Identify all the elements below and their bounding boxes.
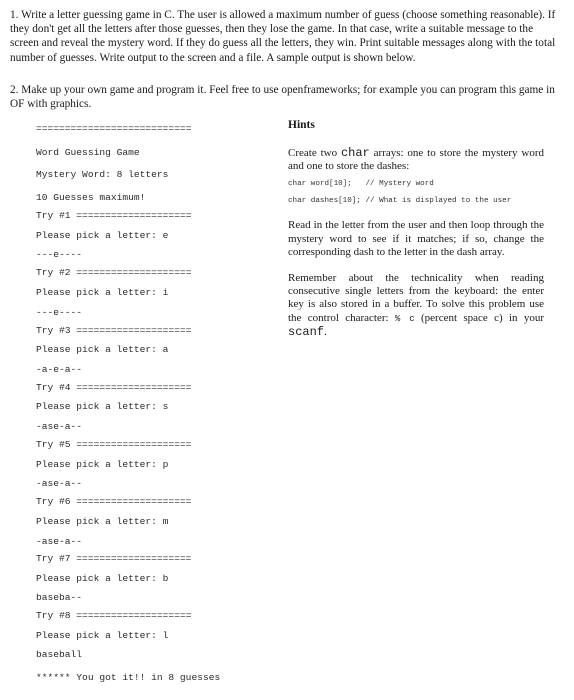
output-try-line: Try #7 ====================	[36, 553, 192, 564]
output-game-title: Word Guessing Game	[36, 147, 140, 158]
output-prompt-line: Please pick a letter: a	[36, 344, 169, 355]
output-word-state: -ase-a--	[36, 536, 83, 547]
output-try-line: Try #5 ====================	[36, 439, 192, 450]
output-try-line: Try #4 ====================	[36, 382, 192, 393]
output-prompt-line: Please pick a letter: b	[36, 573, 169, 584]
inline-code: scanf	[288, 324, 325, 339]
output-try-line: Try #1 ====================	[36, 210, 192, 221]
question-1: 1. Write a letter guessing game in C. The user is allowed a maximum number of guess (choose something reasonable). If they don't get all the letters after those guesses, then they lose the game. In that case, write a suitable message to the screen and reveal the mystery word. If they do guess all the letters, they win. Print suitable messages along with the total number of guesses. Write output to the screen and a file. A sample output is shown below.	[10, 9, 556, 64]
output-try-line: Try #6 ====================	[36, 496, 192, 507]
code-line-dashes: char dashes[10]; // What is displayed to the user	[288, 197, 512, 206]
output-word-state: ---e----	[36, 307, 83, 318]
output-prompt-line: Please pick a letter: l	[36, 630, 169, 641]
output-word-info: Mystery Word: 8 letters	[36, 169, 169, 180]
output-word-state: ---e----	[36, 249, 83, 260]
hint-arrays: Create two char arrays: one to store the mystery word and one to store the dashes:	[288, 146, 545, 173]
hint-scanf: Remember about the technicality when reading consecutive single letters from the keyboard: the enter key is also stored in a buffer. To solve this problem use the control character: % c (percent space c) in your scanf.	[288, 272, 544, 339]
output-separator: ===========================	[36, 123, 192, 134]
inline-code: char	[340, 146, 370, 160]
question-2: 2. Make up your own game and program it. Feel free to use openframeworks; for example you can program this game in OF with graphics.	[10, 84, 555, 111]
hints-panel	[288, 119, 544, 339]
output-word-state: -a-e-a--	[36, 364, 83, 375]
output-word-state: -ase-a--	[36, 421, 83, 432]
output-prompt-line: Please pick a letter: i	[36, 287, 169, 298]
output-try-line: Try #2 ====================	[36, 267, 192, 278]
hint-loop: Read in the letter from the user and then loop through the mystery word to see if it matches; if so, change the corresponding dash to the letter in the dash array.	[288, 219, 544, 258]
code-line-word: char word[10]; // Mystery word	[288, 180, 434, 189]
output-word-state: baseball	[36, 649, 83, 660]
output-try-line: Try #8 ====================	[36, 610, 192, 621]
output-try-line: Try #3 ====================	[36, 325, 192, 336]
hints-title: Hints	[288, 119, 315, 131]
output-win-message: ****** You got it!! in 8 guesses	[36, 672, 221, 683]
output-word-state: baseba--	[36, 592, 83, 603]
inline-code: % c	[394, 313, 415, 324]
output-word-state: -ase-a--	[36, 478, 83, 489]
output-prompt-line: Please pick a letter: p	[36, 459, 169, 470]
output-guess-limit: 10 Guesses maximum!	[36, 192, 146, 203]
output-prompt-line: Please pick a letter: m	[36, 516, 169, 527]
output-prompt-line: Please pick a letter: s	[36, 401, 169, 412]
output-prompt-line: Please pick a letter: e	[36, 230, 169, 241]
